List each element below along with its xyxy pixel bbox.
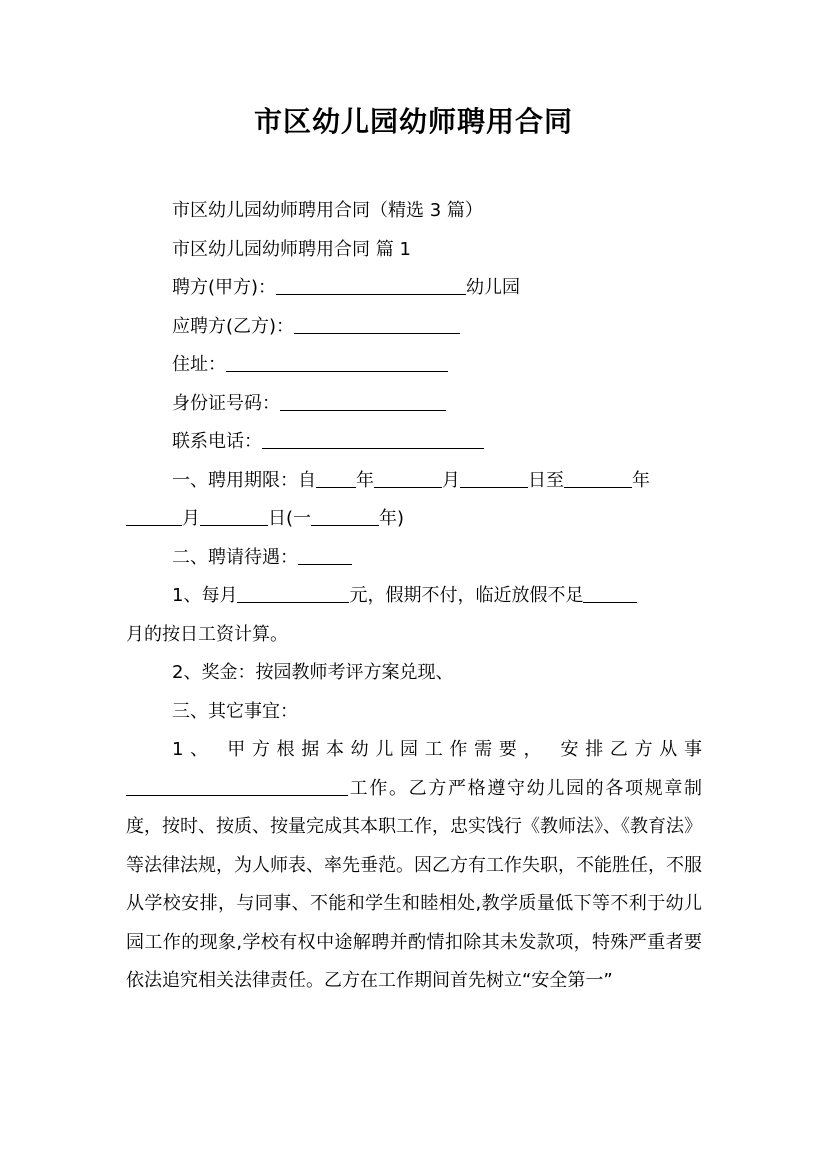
phone-blank [262,429,484,449]
term-blank [200,506,268,526]
address-label: 住址： [172,354,226,375]
benefits-blank [298,545,352,565]
employee-blank [294,314,460,334]
address-blank [226,352,448,372]
term-year-label: 年 [356,469,374,491]
document-title: 市区幼儿园幼师聘用合同 [253,105,573,138]
salary-blank [583,583,637,603]
line-benefits [126,539,702,578]
term-month-label: 月 [442,469,460,491]
line-term-start [126,462,702,501]
term-blank [564,468,632,488]
clause-1-body [126,770,702,1001]
line-salary [126,577,702,616]
line-phone [126,423,702,462]
line-article-heading: 市区幼儿园幼师聘用合同 篇 1 [172,238,411,260]
term-end-day-label: 日(一 [268,508,312,529]
term-end-month-label: 月 [182,508,200,529]
line-employee [126,308,702,347]
term-day-to-label: 日至 [528,469,564,491]
document-body [126,192,702,1001]
term-blank [374,468,442,488]
term-end-year-label: 年 [632,469,650,491]
salary-text: 元，假期不付，临近放假不足 [349,585,584,606]
clause-1-text: 工作。乙方严格遵守幼儿园的各项规章制度，按时、按质、按量完成其本职工作，忠实饯行《教师法》、《教育法》等法律法规，为人师表、率先垂范。因乙方有工作失职，不能胜任，不服从学校安排，与同事、不能和学生和睦相处,教学质量低下等不利于幼儿园工作的现象,学校有权中途解聘并酌情扣除其未发款项，特殊严重者要依法追究相关法律责任。乙方在工作期间首先树立“安全第一” [126,777,702,991]
salary-blank [237,583,349,603]
line-clause-1: 1、 甲方根据本幼儿园工作需要， 安排乙方从事 [172,739,702,760]
term-blank [311,506,379,526]
line-address [126,346,702,385]
term-years-label: 年) [379,508,405,529]
term-blank [316,468,356,488]
phone-label: 联系电话： [172,431,262,452]
line-bonus: 2、奖金：按园教师考评方案兑现、 [172,662,454,683]
term-label: 一、聘用期限：自 [172,469,316,491]
line-salary-cont: 月的按日工资计算。 [126,623,288,645]
line-term-end [126,500,702,539]
line-collection-heading: 市区幼儿园幼师聘用合同（精选 3 篇） [172,200,483,221]
benefits-label: 二、聘请待遇： [172,546,298,568]
employer-blank [276,275,466,295]
line-id-number [126,385,702,424]
employer-label: 聘方(甲方)： [172,277,277,298]
line-other-matters: 三、其它事宜： [172,700,298,722]
duty-blank [126,776,348,796]
id-number-label: 身份证号码： [172,392,280,414]
line-employer [126,269,702,308]
employer-suffix: 幼儿园 [466,277,521,298]
salary-label: 1、每月 [172,585,238,606]
id-number-blank [280,391,446,411]
term-blank [460,468,528,488]
term-blank [126,506,182,526]
employee-label: 应聘方(乙方)： [172,315,295,337]
